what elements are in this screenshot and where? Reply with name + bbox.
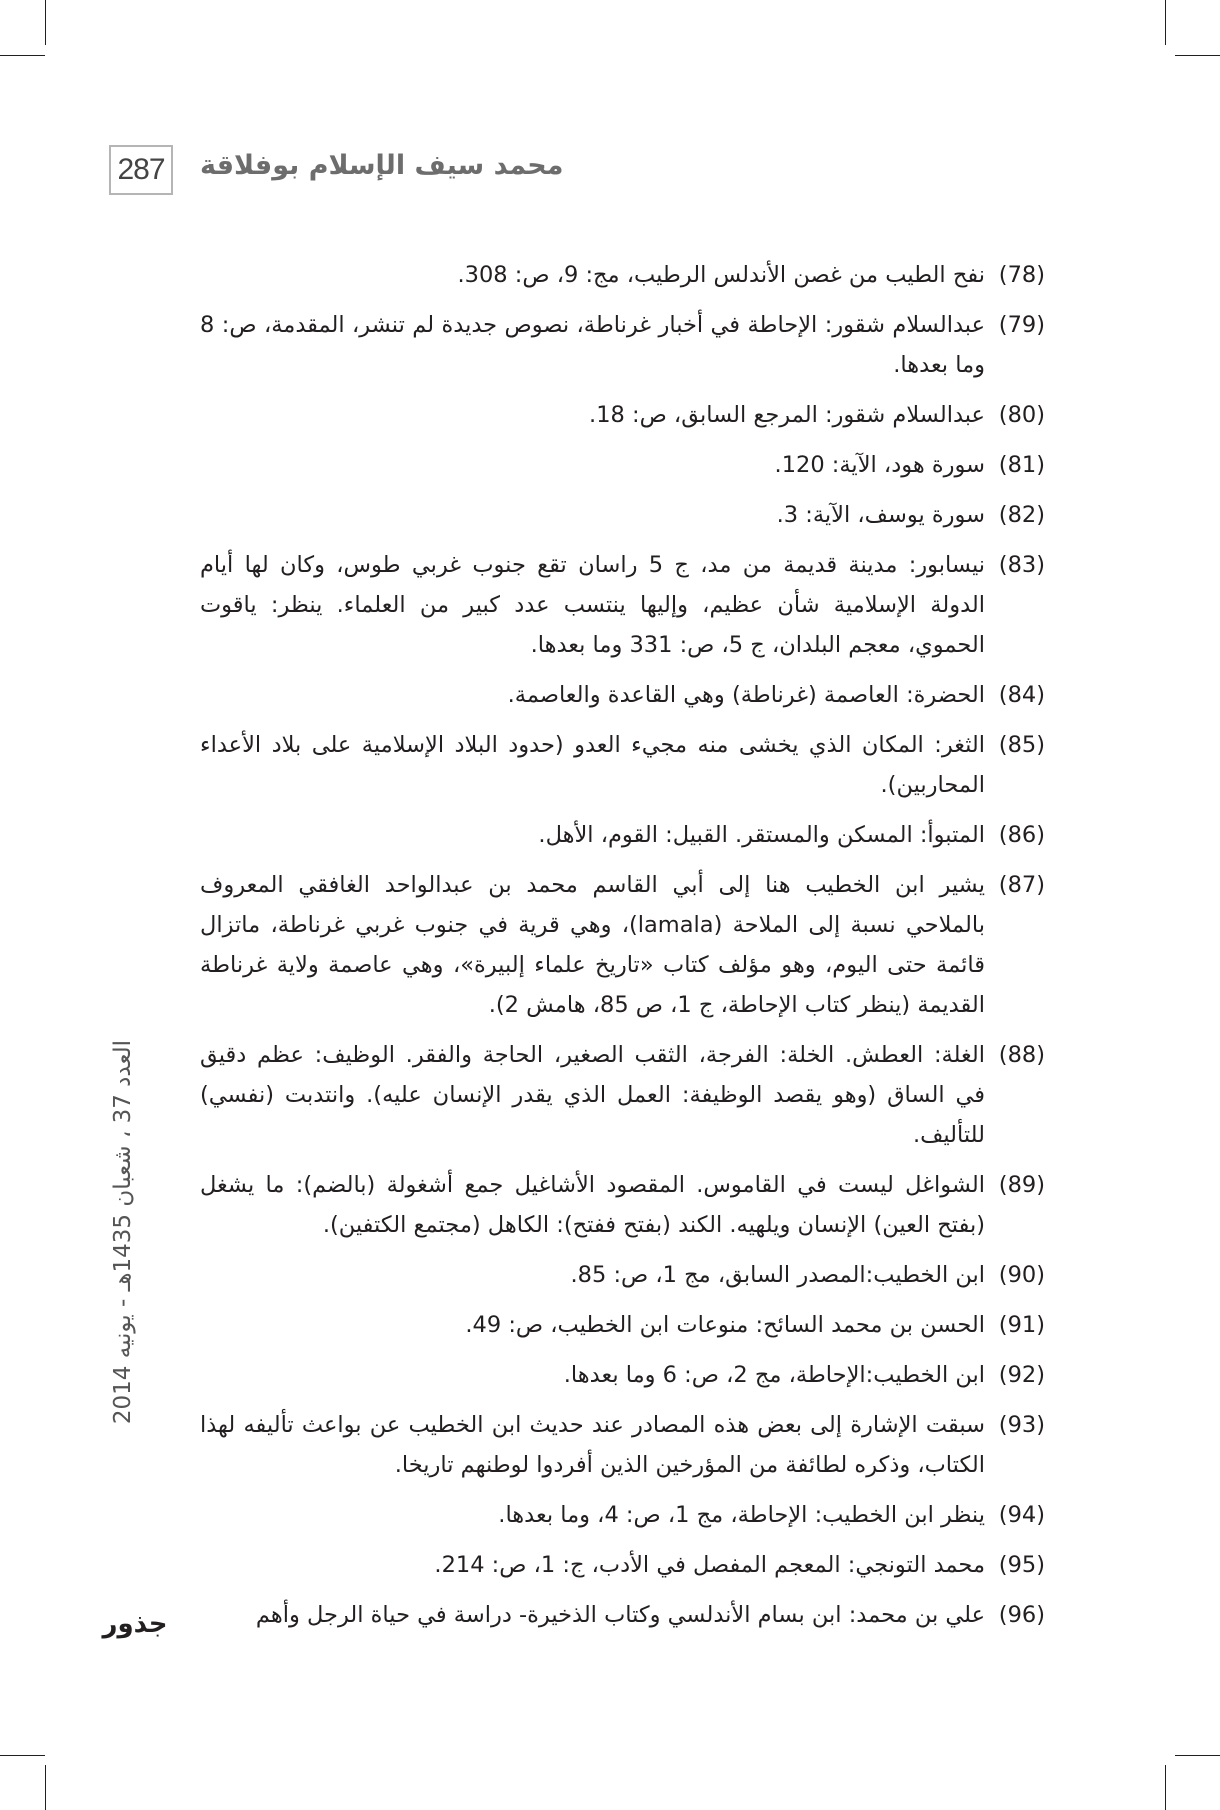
- footnote-item: [200, 1495, 1045, 1535]
- footnote-text: ينظر ابن الخطيب: الإحاطة، مج 1، ص: 4، وما بعدها.: [498, 1502, 985, 1528]
- footnote-item: [200, 1165, 1045, 1245]
- footnote-number: (96): [998, 1602, 1045, 1628]
- footnote-text: الحضرة: العاصمة (غرناطة) وهي القاعدة والعاصمة.: [507, 682, 985, 708]
- page-number: [109, 145, 173, 195]
- crop-mark-bottom-left-h: [0, 1755, 45, 1756]
- footnote-number: (93): [998, 1412, 1045, 1438]
- footnote-text: عبدالسلام شقور: المرجع السابق، ص: 18.: [589, 402, 985, 428]
- footnote-text: علي بن محمد: ابن بسام الأندلسي وكتاب الذخيرة- دراسة في حياة الرجل وأهم: [255, 1602, 985, 1628]
- footnote-number: (91): [998, 1312, 1045, 1338]
- crop-mark-bottom-right: [1165, 1765, 1166, 1810]
- footnote-item: [200, 1035, 1045, 1155]
- footnote-text: الغلة: العطش. الخلة: الفرجة، الثقب الصغير، الحاجة والفقر. الوظيف: عظم دقيق في الساق (وهو يقصد الوظيفة: العمل الذي يقدر الإنسان عليه). وانتدبت (نفسي) للتأليف.: [200, 1042, 985, 1148]
- issue-text: العدد 37 ، شعبان 1435هـ - يونيه 2014: [110, 1040, 136, 1425]
- footnote-item: [200, 1355, 1045, 1395]
- crop-mark-bottom-left: [45, 1765, 46, 1810]
- footnote-item: [200, 545, 1045, 665]
- footnote-number: (86): [998, 822, 1045, 848]
- footnote-text: ابن الخطيب:الإحاطة، مج 2، ص: 6 وما بعدها.: [563, 1362, 985, 1388]
- footnote-number: (79): [998, 312, 1045, 338]
- crop-mark-top-right-h: [1175, 55, 1220, 56]
- footnote-text: نفح الطيب من غصن الأندلس الرطيب، مج: 9، ص: 308.: [457, 262, 985, 288]
- footnote-text: الثغر: المكان الذي يخشى منه مجيء العدو (حدود البلاد الإسلامية على بلاد الأعداء المحاربين).: [200, 732, 985, 798]
- footnote-number: (92): [998, 1362, 1045, 1388]
- footnote-item: [200, 1545, 1045, 1585]
- author-name: محمد سيف الإسلام بوفلاقة: [200, 150, 564, 181]
- footnote-text: الحسن بن محمد السائح: منوعات ابن الخطيب، ص: 49.: [465, 1312, 985, 1338]
- footnote-number: (94): [998, 1502, 1045, 1528]
- footnote-text: الشواغل ليست في القاموس. المقصود الأشاغيل جمع أشغولة (بالضم): ما يشغل (بفتح العين) الإنسان ويلهيه. الكند (بفتح ففتح): الكاهل (مجتمع الكتفين).: [200, 1172, 985, 1238]
- footnote-item: [200, 445, 1045, 485]
- crop-mark-top-left-h: [0, 55, 45, 56]
- footnote-text: سبقت الإشارة إلى بعض هذه المصادر عند حديث ابن الخطيب عن بواعث تأليفه لهذا الكتاب، وذكره لطائفة من المؤرخين الذين أفردوا لوطنهم تاريخا.: [200, 1412, 985, 1478]
- footnote-text: المتبوأ: المسكن والمستقر. القبيل: القوم، الأهل.: [538, 822, 985, 848]
- footnote-number: (85): [998, 732, 1045, 758]
- footnote-text: سورة يوسف، الآية: 3.: [776, 502, 985, 528]
- footnote-item: [200, 1595, 1045, 1635]
- footnotes-list: [200, 255, 1045, 1645]
- journal-logo: [98, 1602, 173, 1642]
- footnote-item: [200, 255, 1045, 295]
- journal-logo-text: جذور: [102, 1609, 168, 1639]
- footnote-number: (95): [998, 1552, 1045, 1578]
- footnote-item: [200, 725, 1045, 805]
- footnote-text: يشير ابن الخطيب هنا إلى أبي القاسم محمد بن عبدالواحد الغافقي المعروف بالملاحي نسبة إلى الملاحة (lamala)، وهي قرية في جنوب غربي غرناطة، ماتزال قائمة حتى اليوم، وهو مؤلف كتاب «تاريخ علماء إلبيرة»، وهي عاصمة ولاية غرناطة القديمة (ينظر كتاب الإحاطة، ج 1، ص 85، هامش 2).: [200, 872, 986, 1018]
- running-head: [200, 150, 600, 181]
- footnote-item: [200, 395, 1045, 435]
- footnote-text: عبدالسلام شقور: الإحاطة في أخبار غرناطة، نصوص جديدة لم تنشر، المقدمة، ص: 8 وما بعدها.: [200, 312, 985, 378]
- footnote-item: [200, 1305, 1045, 1345]
- footnote-item: [200, 865, 1045, 1025]
- footnote-number: (78): [998, 262, 1045, 288]
- footnote-item: [200, 495, 1045, 535]
- footnote-number: (90): [998, 1262, 1045, 1288]
- footnote-number: (89): [998, 1172, 1045, 1198]
- footnote-number: (82): [998, 502, 1045, 528]
- footnote-text: سورة هود، الآية: 120.: [774, 452, 985, 478]
- issue-sidebar: [110, 1040, 150, 1540]
- footnote-item: [200, 815, 1045, 855]
- crop-mark-bottom-right-h: [1175, 1755, 1220, 1756]
- footnote-number: (80): [998, 402, 1045, 428]
- crop-mark-top-left: [45, 0, 46, 45]
- footnote-number: (87): [998, 872, 1045, 898]
- footnote-text: محمد التونجي: المعجم المفصل في الأدب، ج: 1، ص: 214.: [434, 1552, 985, 1578]
- footnote-number: (88): [998, 1042, 1045, 1068]
- footnote-item: [200, 305, 1045, 385]
- page-number-text: 287: [117, 153, 165, 186]
- footnote-number: (81): [998, 452, 1045, 478]
- footnote-text: نيسابور: مدينة قديمة من مد، ج 5 راسان تقع جنوب غربي طوس، وكان لها أيام الدولة الإسلامية شأن عظيم، وإليها ينتسب عدد كبير من العلماء. ينظر: ياقوت الحموي، معجم البلدان، ج 5، ص: 331 وما بعدها.: [200, 552, 986, 658]
- footnote-item: [200, 1405, 1045, 1485]
- footnote-text: ابن الخطيب:المصدر السابق، مج 1، ص: 85.: [570, 1262, 985, 1288]
- footnote-item: [200, 1255, 1045, 1295]
- footnote-number: (83): [998, 552, 1045, 578]
- footnote-number: (84): [998, 682, 1045, 708]
- footnote-item: [200, 675, 1045, 715]
- crop-mark-top-right: [1165, 0, 1166, 45]
